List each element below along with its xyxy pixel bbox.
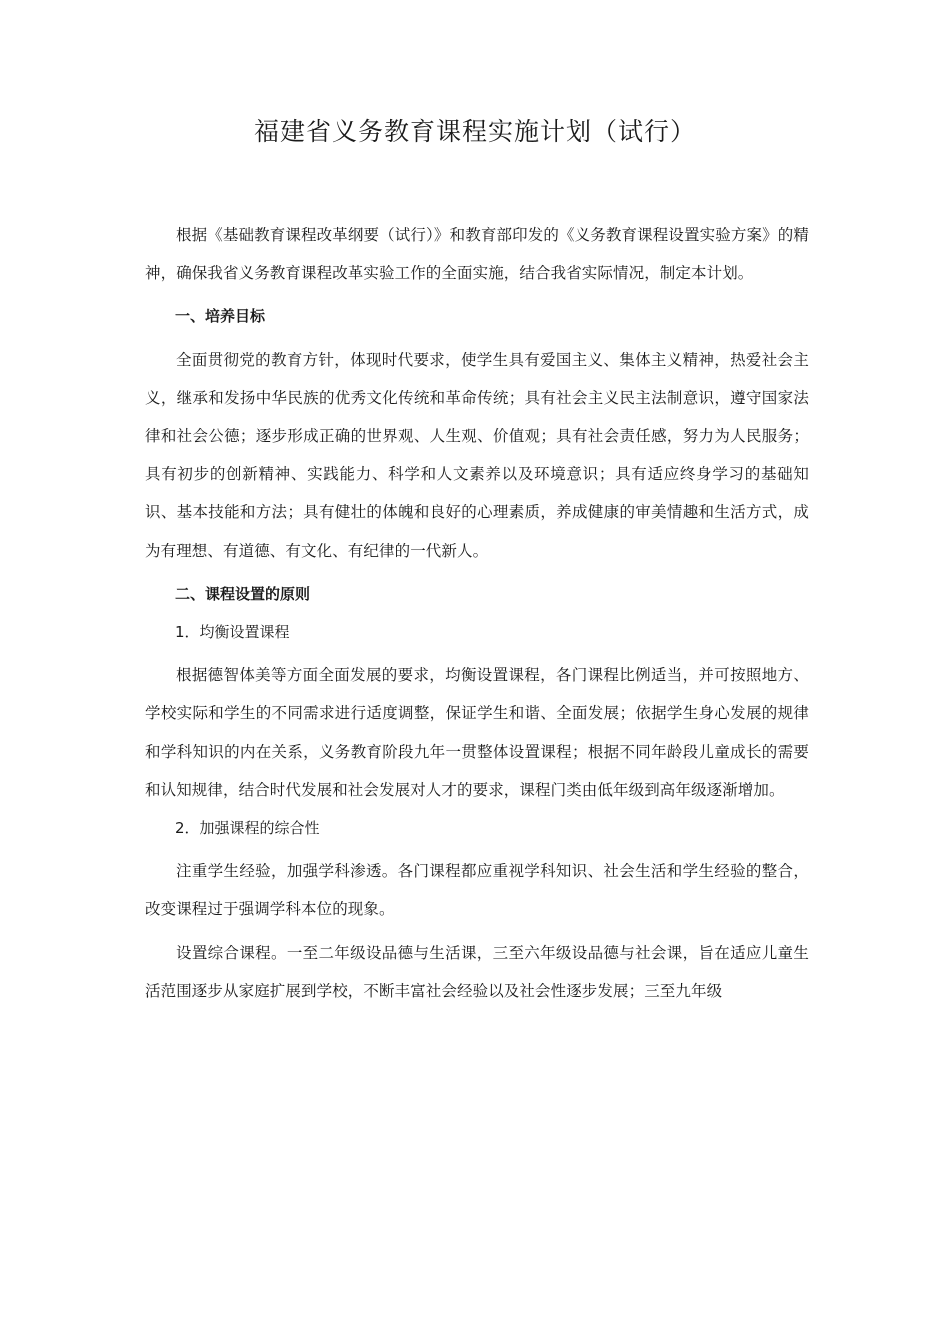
integration-paragraph-1: 注重学生经验，加强学科渗透。各门课程都应重视学科知识、社会生活和学生经验的整合，改变课程过于强调学科本位的现象。 [145, 862, 809, 919]
subsection-heading-integration: 2．加强课程的综合性 [175, 819, 320, 838]
subsection-heading-balance: 1．均衡设置课程 [175, 623, 290, 642]
balance-paragraph: 根据德智体美等方面全面发展的要求，均衡设置课程，各门课程比例适当，并可按照地方、学校实际和学生的不同需求进行适度调整，保证学生和谐、全面发展；依据学生身心发展的规律和学科知识的内在关系，义务教育阶段九年一贯整体设置课程；根据不同年龄段儿童成长的需要和认知规律，结合时代发展和社会发展对人才的要求，课程门类由低年级到高年级逐渐增加。 [145, 666, 809, 799]
intro-paragraph: 根据《基础教育课程改革纲要（试行）》和教育部印发的《义务教育课程设置实验方案》的精神，确保我省义务教育课程改革实验工作的全面实施，结合我省实际情况，制定本计划。 [145, 226, 809, 283]
goals-paragraph: 全面贯彻党的教育方针，体现时代要求，使学生具有爱国主义、集体主义精神，热爱社会主义，继承和发扬中华民族的优秀文化传统和革命传统；具有社会主义民主法制意识，遵守国家法律和社会公德；逐步形成正确的世界观、人生观、价值观；具有社会责任感，努力为人民服务；具有初步的创新精神、实践能力、科学和人文素养以及环境意识；具有适应终身学习的基础知识、基本技能和方法；具有健壮的体魄和良好的心理素质，养成健康的审美情趣和生活方式，成为有理想、有道德、有文化、有纪律的一代新人。 [145, 350, 809, 560]
document-body [145, 216, 809, 1010]
document-title: 福建省义务教育课程实施计划（试行） [253, 117, 696, 146]
section-heading-principles: 二、课程设置的原则 [175, 584, 311, 603]
integration-paragraph-2: 设置综合课程。一至二年级设品德与生活课，三至六年级设品德与社会课，旨在适应儿童生活范围逐步从家庭扩展到学校，不断丰富社会经验以及社会性逐步发展；三至九年级 [145, 943, 809, 1000]
section-heading-goals: 一、培养目标 [175, 307, 266, 326]
